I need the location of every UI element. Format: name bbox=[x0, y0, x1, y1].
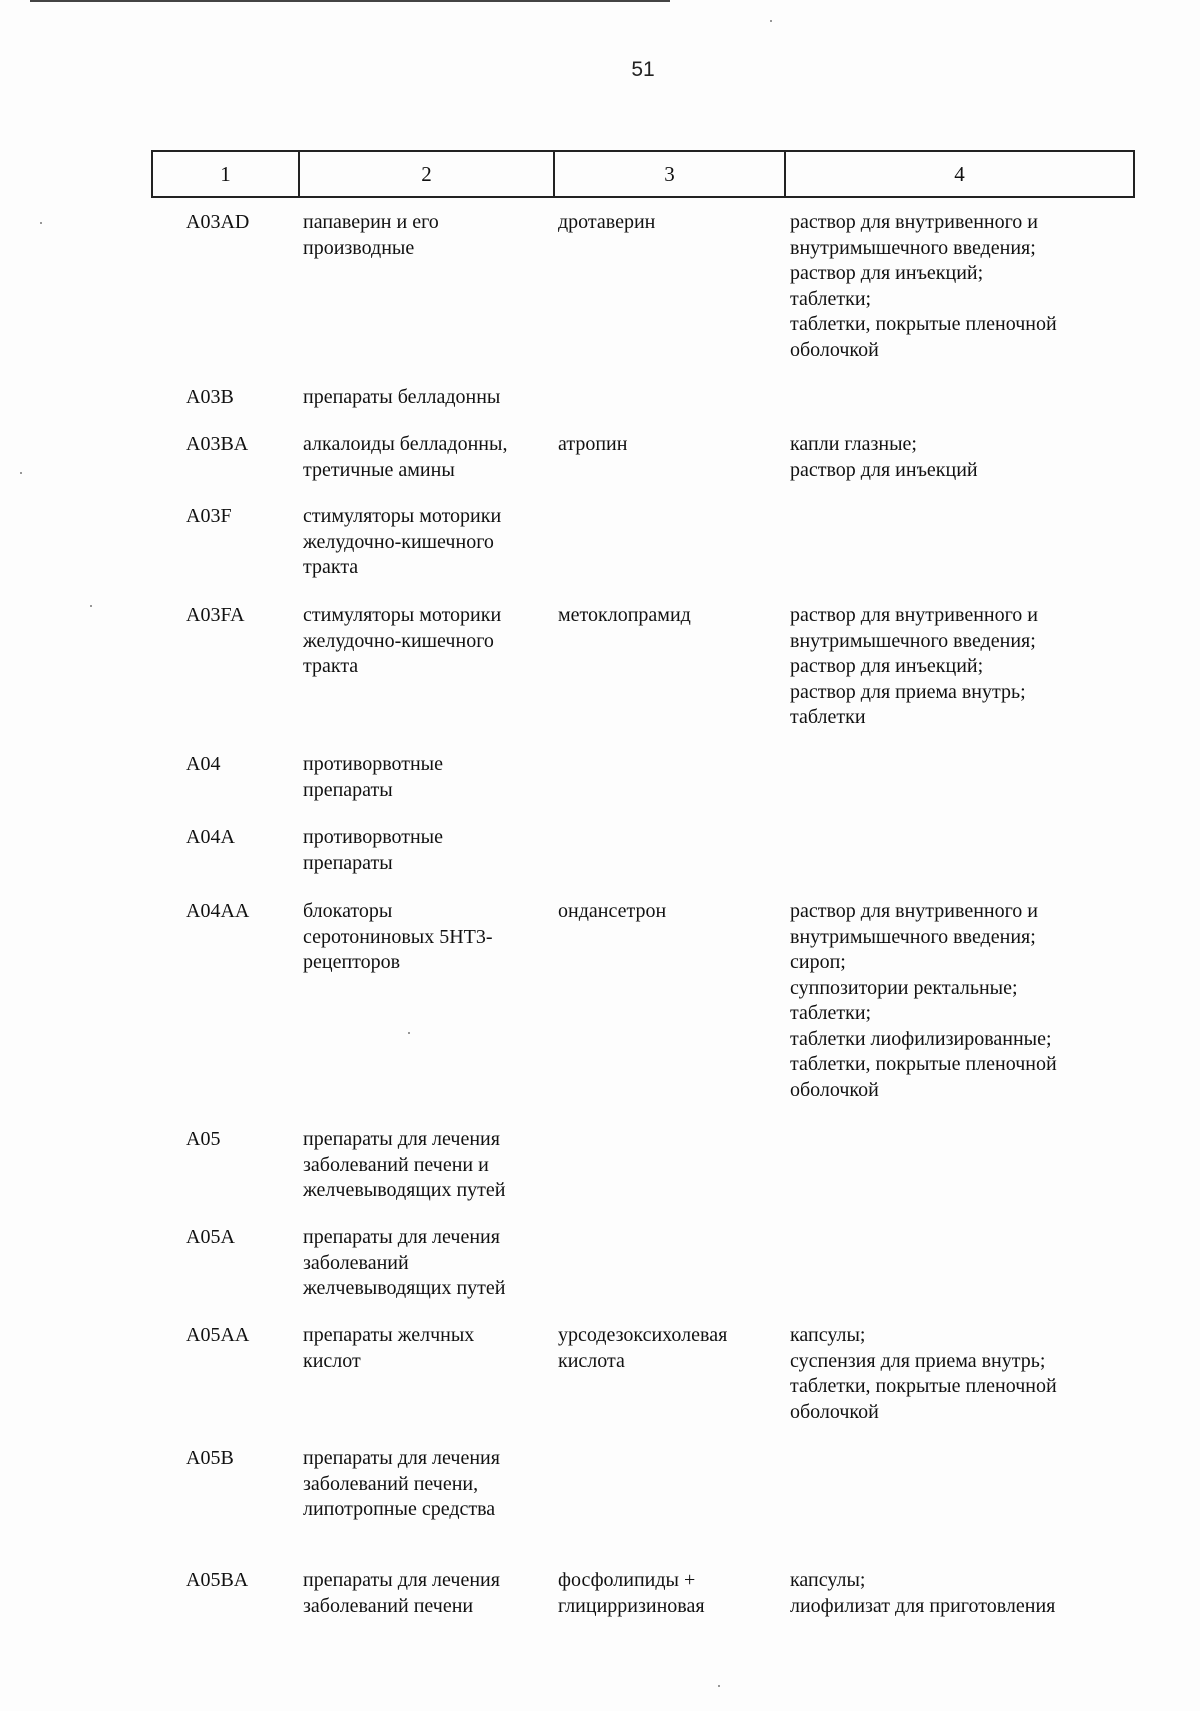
scan-speck bbox=[40, 222, 42, 224]
group-line: желудочно-кишечного bbox=[303, 530, 494, 553]
cell-group bbox=[303, 1225, 553, 1302]
forms-line: капсулы; bbox=[790, 1569, 866, 1591]
header-cell-3: 3 bbox=[555, 152, 786, 196]
cell-code bbox=[186, 825, 276, 851]
header-cell-1: 1 bbox=[153, 152, 300, 196]
cell-code bbox=[186, 432, 276, 458]
group-line: желудочно-кишечного bbox=[303, 629, 494, 652]
forms-line: раствор для инъекций; bbox=[790, 655, 984, 677]
group-line: заболеваний печени и bbox=[303, 1153, 489, 1176]
group-line: стимуляторы моторики bbox=[303, 505, 502, 527]
cell-forms bbox=[790, 1568, 1110, 1619]
cell-group bbox=[303, 432, 553, 483]
forms-line: таблетки, покрытые пленочной bbox=[790, 1053, 1057, 1075]
group-line: заболеваний печени, bbox=[303, 1472, 479, 1495]
forms-line: таблетки лиофилизированные; bbox=[790, 1027, 1052, 1050]
group-line: препараты bbox=[303, 778, 393, 801]
cell-group bbox=[303, 504, 553, 581]
code-line: A04A bbox=[186, 826, 235, 848]
group-line: тракта bbox=[303, 655, 359, 677]
group-line: препараты для лечения bbox=[303, 1569, 500, 1591]
scan-edge-line bbox=[30, 0, 670, 2]
forms-line: суппозитории ректальные; bbox=[790, 976, 1018, 999]
group-line: препараты для лечения bbox=[303, 1447, 500, 1469]
group-line: заболеваний bbox=[303, 1251, 409, 1274]
forms-line: таблетки, покрытые пленочной bbox=[790, 313, 1057, 335]
cell-inn bbox=[558, 432, 788, 458]
forms-line: суспензия для приема внутрь; bbox=[790, 1349, 1046, 1372]
cell-code bbox=[186, 1323, 276, 1349]
forms-line: оболочкой bbox=[790, 338, 879, 361]
header-cell-4: 4 bbox=[954, 161, 965, 186]
group-line: липотропные средства bbox=[303, 1498, 496, 1520]
inn-line: метоклопрамид bbox=[558, 604, 691, 626]
forms-line: таблетки bbox=[790, 706, 866, 728]
cell-code bbox=[186, 504, 276, 530]
code-line: A05AA bbox=[186, 1324, 250, 1346]
code-line: A05 bbox=[186, 1128, 221, 1150]
forms-line: капли глазные; bbox=[790, 433, 917, 455]
cell-forms bbox=[790, 432, 1110, 483]
forms-line: раствор для инъекций; bbox=[790, 262, 984, 284]
cell-forms bbox=[790, 1323, 1110, 1425]
forms-line: раствор для внутривенного и bbox=[790, 900, 1039, 922]
cell-group bbox=[303, 825, 553, 876]
code-line: A04 bbox=[186, 753, 221, 775]
group-line: тракта bbox=[303, 556, 359, 578]
cell-code bbox=[186, 752, 276, 778]
inn-line: глицирризиновая bbox=[558, 1594, 705, 1617]
forms-line: капсулы; bbox=[790, 1324, 866, 1346]
cell-inn bbox=[558, 210, 788, 236]
code-line: A03FA bbox=[186, 604, 245, 626]
group-line: препараты bbox=[303, 851, 393, 874]
group-line: кислот bbox=[303, 1349, 361, 1372]
code-line: A03BA bbox=[186, 433, 249, 455]
cell-code bbox=[186, 1127, 276, 1153]
forms-line: раствор для инъекций bbox=[790, 458, 978, 481]
forms-line: сироп; bbox=[790, 951, 846, 973]
group-line: рецепторов bbox=[303, 951, 401, 973]
cell-group bbox=[303, 899, 553, 976]
forms-line: таблетки, покрытые пленочной bbox=[790, 1375, 1057, 1397]
group-line: препараты для лечения bbox=[303, 1128, 500, 1150]
code-line: A03AD bbox=[186, 211, 250, 233]
group-line: препараты желчных bbox=[303, 1324, 475, 1346]
forms-line: таблетки; bbox=[790, 1002, 872, 1024]
group-line: серотониновых 5HT3- bbox=[303, 925, 493, 948]
group-line: папаверин и его bbox=[303, 211, 439, 233]
code-line: A05A bbox=[186, 1226, 235, 1248]
inn-line: кислота bbox=[558, 1349, 625, 1372]
group-line: противорвотные bbox=[303, 826, 443, 848]
code-line: A03B bbox=[186, 386, 234, 408]
forms-line: раствор для внутривенного и bbox=[790, 604, 1039, 626]
forms-line: лиофилизат для приготовления bbox=[790, 1594, 1056, 1617]
forms-line: таблетки; bbox=[790, 287, 872, 310]
scan-speck bbox=[20, 472, 22, 474]
forms-line: оболочкой bbox=[790, 1078, 879, 1101]
group-line: противорвотные bbox=[303, 753, 443, 775]
forms-line: оболочкой bbox=[790, 1400, 879, 1423]
inn-line: фосфолипиды + bbox=[558, 1569, 696, 1591]
cell-forms bbox=[790, 210, 1110, 363]
cell-inn bbox=[558, 603, 788, 629]
scan-speck bbox=[408, 1032, 410, 1034]
cell-code bbox=[186, 210, 276, 236]
code-line: A05BA bbox=[186, 1569, 249, 1591]
group-line: препараты белладонны bbox=[303, 386, 501, 408]
cell-group bbox=[303, 1323, 553, 1374]
cell-code bbox=[186, 603, 276, 629]
cell-forms bbox=[790, 899, 1110, 1103]
code-line: A05B bbox=[186, 1447, 234, 1469]
scan-speck bbox=[718, 1685, 720, 1687]
group-line: производные bbox=[303, 236, 415, 259]
forms-line: внутримышечного введения; bbox=[790, 629, 1036, 652]
cell-code bbox=[186, 385, 276, 411]
cell-group bbox=[303, 1568, 553, 1619]
forms-line: раствор для внутривенного и bbox=[790, 211, 1039, 233]
group-line: заболеваний печени bbox=[303, 1594, 474, 1617]
cell-inn bbox=[558, 1568, 788, 1619]
page-number: 51 bbox=[631, 58, 655, 81]
group-line: алкалоиды белладонны, bbox=[303, 433, 508, 455]
cell-group bbox=[303, 385, 553, 411]
cell-code bbox=[186, 1446, 276, 1472]
header-cell-2: 2 bbox=[300, 152, 555, 196]
inn-line: дротаверин bbox=[558, 211, 656, 233]
cell-inn bbox=[558, 1323, 788, 1374]
cell-code bbox=[186, 899, 276, 925]
cell-group bbox=[303, 1127, 553, 1204]
group-line: препараты для лечения bbox=[303, 1226, 500, 1248]
code-line: A03F bbox=[186, 505, 232, 527]
cell-code bbox=[186, 1225, 276, 1251]
scan-speck bbox=[90, 605, 92, 607]
inn-line: урсодезоксихолевая bbox=[558, 1324, 728, 1346]
cell-forms bbox=[790, 603, 1110, 731]
inn-line: атропин bbox=[558, 433, 628, 455]
scan-speck bbox=[770, 20, 772, 22]
cell-inn bbox=[558, 899, 788, 925]
group-line: желчевыводящих путей bbox=[303, 1277, 506, 1299]
inn-line: ондансетрон bbox=[558, 900, 667, 922]
table-header bbox=[151, 150, 1135, 198]
forms-line: раствор для приема внутрь; bbox=[790, 680, 1026, 703]
group-line: блокаторы bbox=[303, 900, 393, 922]
forms-line: внутримышечного введения; bbox=[790, 236, 1036, 259]
group-line: третичные амины bbox=[303, 458, 455, 481]
group-line: стимуляторы моторики bbox=[303, 604, 502, 626]
cell-code bbox=[186, 1568, 276, 1594]
cell-group bbox=[303, 752, 553, 803]
cell-group bbox=[303, 603, 553, 680]
forms-line: внутримышечного введения; bbox=[790, 925, 1036, 948]
cell-group bbox=[303, 210, 553, 261]
cell-group bbox=[303, 1446, 553, 1523]
code-line: A04AA bbox=[186, 900, 250, 922]
group-line: желчевыводящих путей bbox=[303, 1179, 506, 1201]
